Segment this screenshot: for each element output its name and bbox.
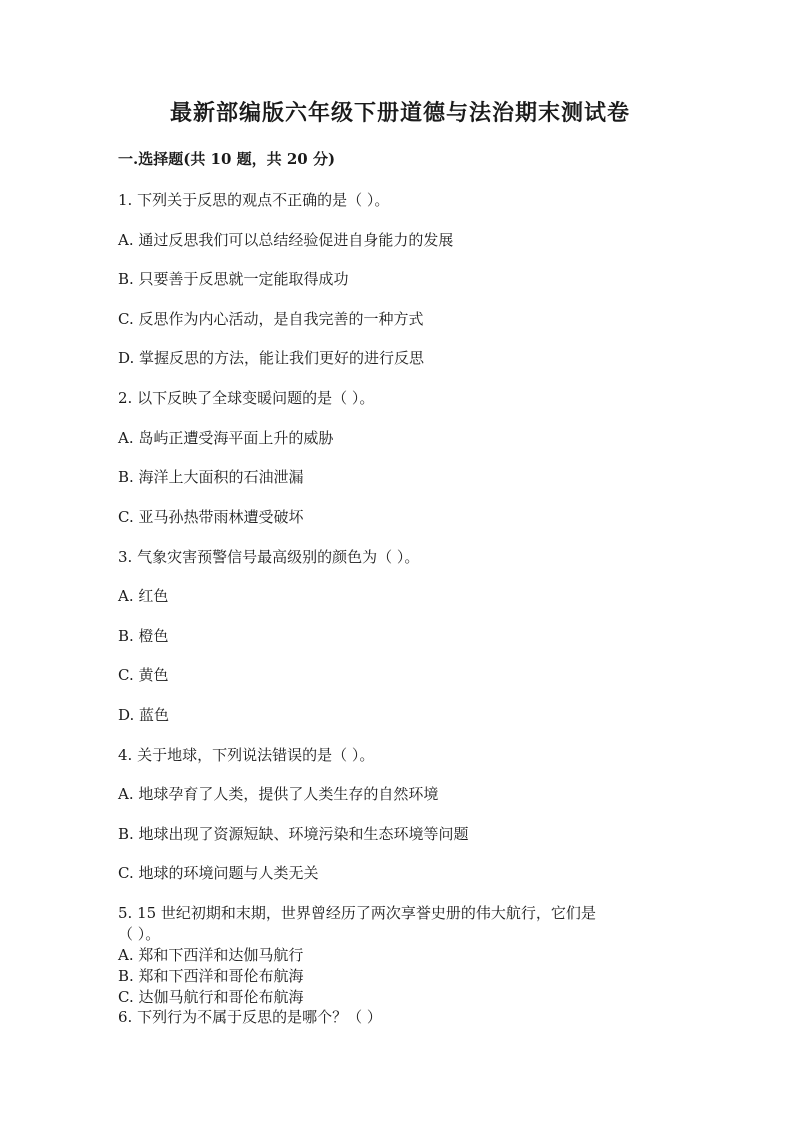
question-4-stem: 4. 关于地球，下列说法错误的是（ ）。 (118, 746, 375, 764)
question-2-option-a: A. 岛屿正遭受海平面上升的威胁 (118, 429, 334, 447)
question-5-stem: 5. 15 世纪初期和末期，世界曾经历了两次享誉史册的伟大航行，它们是 (118, 904, 596, 922)
question-5-option-a: A. 郑和下西洋和达伽马航行 (118, 946, 304, 964)
question-1-option-d: D. 掌握反思的方法，能让我们更好的进行反思 (118, 349, 425, 367)
question-4-option-b: B. 地球出现了资源短缺、环境污染和生态环境等问题 (118, 825, 469, 843)
question-5-option-b: B. 郑和下西洋和哥伦布航海 (118, 967, 304, 985)
question-4-option-c: C. 地球的环境问题与人类无关 (118, 864, 319, 882)
question-3-option-c: C. 黄色 (118, 666, 169, 684)
question-2-option-b: B. 海洋上大面积的石油泄漏 (118, 468, 304, 486)
question-5-option-c: C. 达伽马航行和哥伦布航海 (118, 988, 304, 1006)
page-title: 最新部编版六年级下册道德与法治期末测试卷 (169, 100, 630, 126)
question-4-option-a: A. 地球孕育了人类，提供了人类生存的自然环境 (118, 785, 439, 803)
question-2-option-c: C. 亚马孙热带雨林遭受破坏 (118, 508, 304, 526)
question-1-option-a: A. 通过反思我们可以总结经验促进自身能力的发展 (118, 231, 454, 249)
question-1-option-b: B. 只要善于反思就一定能取得成功 (118, 270, 349, 288)
question-3-option-d: D. 蓝色 (118, 706, 170, 724)
question-5-stem-continuation: （ ）。 (118, 925, 161, 943)
question-1-stem: 1. 下列关于反思的观点不正确的是（ ）。 (118, 191, 390, 209)
question-1-option-c: C. 反思作为内心活动，是自我完善的一种方式 (118, 310, 424, 328)
section-heading: 一.选择题(共 10 题，共 20 分) (118, 150, 336, 168)
question-3-option-a: A. 红色 (118, 587, 169, 605)
question-2-stem: 2. 以下反映了全球变暖问题的是（ ）。 (118, 389, 375, 407)
question-6-stem: 6. 下列行为不属于反思的是哪个？（ ） (118, 1008, 382, 1026)
question-3-option-b: B. 橙色 (118, 627, 169, 645)
question-3-stem: 3. 气象灾害预警信号最高级别的颜色为（ ）。 (118, 548, 420, 566)
